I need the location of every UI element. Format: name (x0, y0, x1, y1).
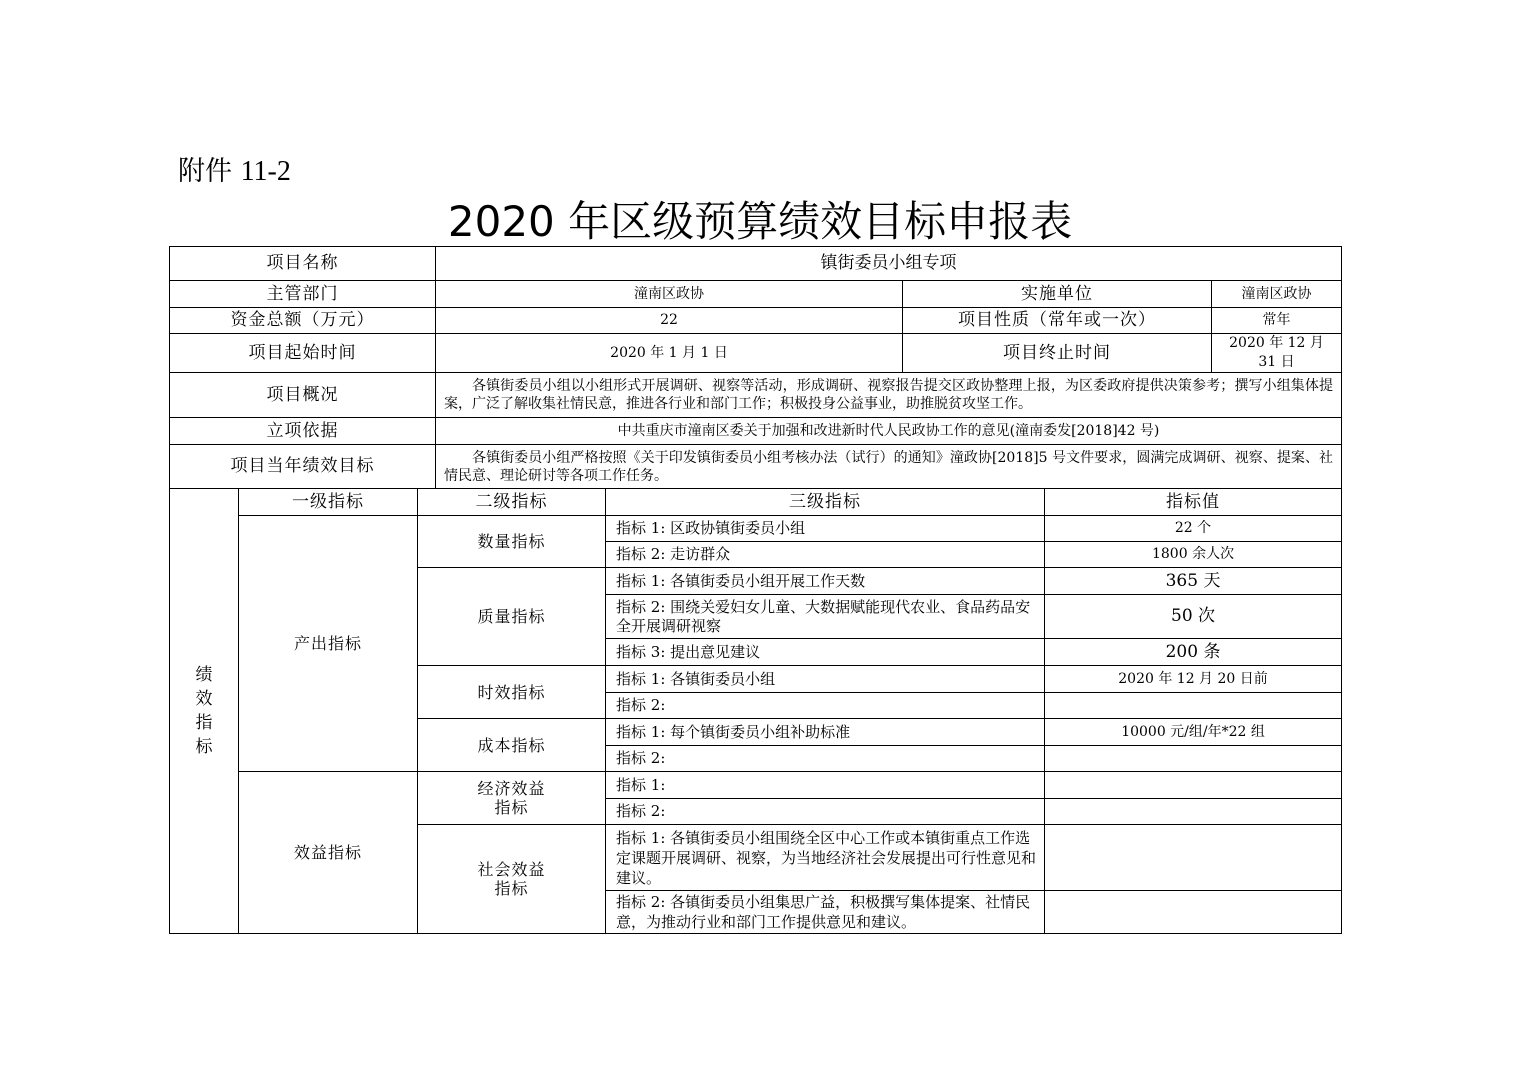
row-goal (170, 445, 1342, 489)
table-row (170, 516, 1342, 542)
attachment-number: 11-2 (240, 156, 291, 187)
indicator-text: 指标 2: (606, 799, 1045, 825)
cost-indicator-label: 成本指标 (418, 719, 606, 772)
attachment-prefix: 附件 (178, 156, 232, 187)
social-benefit-indicator-label: 社会效益 指标 (418, 825, 606, 934)
funds-value: 22 (436, 308, 903, 334)
row-project-name (170, 247, 1342, 281)
indicator-value: 365 天 (1045, 568, 1342, 595)
header-value: 指标值 (1045, 489, 1342, 516)
indicator-text: 指标 1: 各镇街委员小组围绕全区中心工作或本镇街重点工作选定课题开展调研、视察，为当地经济社会发展提出可行性意见和建议。 (606, 825, 1045, 891)
output-indicator-label: 产出指标 (239, 516, 418, 772)
budget-form-table (169, 246, 1342, 934)
row-dates (170, 334, 1342, 373)
goal-label: 项目当年绩效目标 (170, 445, 436, 489)
goal-value: 各镇街委员小组严格按照《关于印发镇街委员小组考核办法（试行）的通知》潼政协[2018]5 号文件要求，圆满完成调研、视察、提案、社情民意、理论研讨等各项工作任务。 (436, 445, 1342, 489)
indicator-value: 50 次 (1045, 595, 1342, 639)
overview-value: 各镇街委员小组以小组形式开展调研、视察等活动，形成调研、视察报告提交区政协整理上报，为区委政府提供决策参考；撰写小组集体提案，广泛了解收集社情民意，推进各行业和部门工作；积极投身公益事业，助推脱贫攻坚工作。 (436, 373, 1342, 418)
timeliness-indicator-label: 时效指标 (418, 666, 606, 719)
economic-benefit-indicator-label: 经济效益 指标 (418, 772, 606, 825)
basis-value: 中共重庆市潼南区委关于加强和改进新时代人民政协工作的意见(潼南委发[2018]42 号) (436, 418, 1342, 445)
indicator-text: 指标 2: (606, 693, 1045, 719)
indicator-value (1045, 825, 1342, 891)
funds-label: 资金总额（万元） (170, 308, 436, 334)
indicator-text: 指标 2: 围绕关爱妇女儿童、大数据赋能现代农业、食品药品安全开展调研视察 (606, 595, 1045, 639)
indicator-text: 指标 1: (606, 772, 1045, 799)
row-overview (170, 373, 1342, 418)
indicator-value (1045, 746, 1342, 772)
row-indicator-header (170, 489, 1342, 516)
indicator-text: 指标 1: 每个镇街委员小组补助标准 (606, 719, 1045, 746)
dept-value: 潼南区政协 (436, 281, 903, 308)
dept-label: 主管部门 (170, 281, 436, 308)
indicator-value: 200 条 (1045, 639, 1342, 666)
indicator-value (1045, 772, 1342, 799)
indicator-text: 指标 2: 各镇街委员小组集思广益，积极撰写集体提案、社情民意，为推动行业和部门工作提供意见和建议。 (606, 891, 1045, 934)
indicator-text: 指标 1: 区政协镇街委员小组 (606, 516, 1045, 542)
unit-label: 实施单位 (903, 281, 1212, 308)
header-level1: 一级指标 (239, 489, 418, 516)
row-funds (170, 308, 1342, 334)
nature-label: 项目性质（常年或一次） (903, 308, 1212, 334)
quantity-indicator-label: 数量指标 (418, 516, 606, 568)
quality-indicator-label: 质量指标 (418, 568, 606, 666)
start-value: 2020 年 1 月 1 日 (436, 334, 903, 373)
indicator-value: 10000 元/组/年*22 组 (1045, 719, 1342, 746)
header-level2: 二级指标 (418, 489, 606, 516)
indicator-value (1045, 799, 1342, 825)
row-department (170, 281, 1342, 308)
end-value: 2020 年 12 月 31 日 (1212, 334, 1342, 373)
performance-indicator-side-label: 绩 效 指 标 (170, 489, 239, 934)
overview-label: 项目概况 (170, 373, 436, 418)
table-row (170, 772, 1342, 799)
nature-value: 常年 (1212, 308, 1342, 334)
page-title: 2020 年区级预算绩效目标申报表 (447, 197, 1073, 246)
indicator-text: 指标 1: 各镇街委员小组开展工作天数 (606, 568, 1045, 595)
project-name-value: 镇街委员小组专项 (436, 247, 1342, 281)
indicator-value (1045, 891, 1342, 934)
indicator-value: 2020 年 12 月 20 日前 (1045, 666, 1342, 693)
indicator-text: 指标 3: 提出意见建议 (606, 639, 1045, 666)
header-level3: 三级指标 (606, 489, 1045, 516)
indicator-text: 指标 1: 各镇街委员小组 (606, 666, 1045, 693)
end-label: 项目终止时间 (903, 334, 1212, 373)
project-name-label: 项目名称 (170, 247, 436, 281)
basis-label: 立项依据 (170, 418, 436, 445)
attachment-label (178, 155, 291, 189)
indicator-value: 1800 余人次 (1045, 542, 1342, 568)
row-basis (170, 418, 1342, 445)
indicator-value (1045, 693, 1342, 719)
start-label: 项目起始时间 (170, 334, 436, 373)
indicator-text: 指标 2: 走访群众 (606, 542, 1045, 568)
benefit-indicator-label: 效益指标 (239, 772, 418, 934)
indicator-text: 指标 2: (606, 746, 1045, 772)
indicator-value: 22 个 (1045, 516, 1342, 542)
unit-value: 潼南区政协 (1212, 281, 1342, 308)
